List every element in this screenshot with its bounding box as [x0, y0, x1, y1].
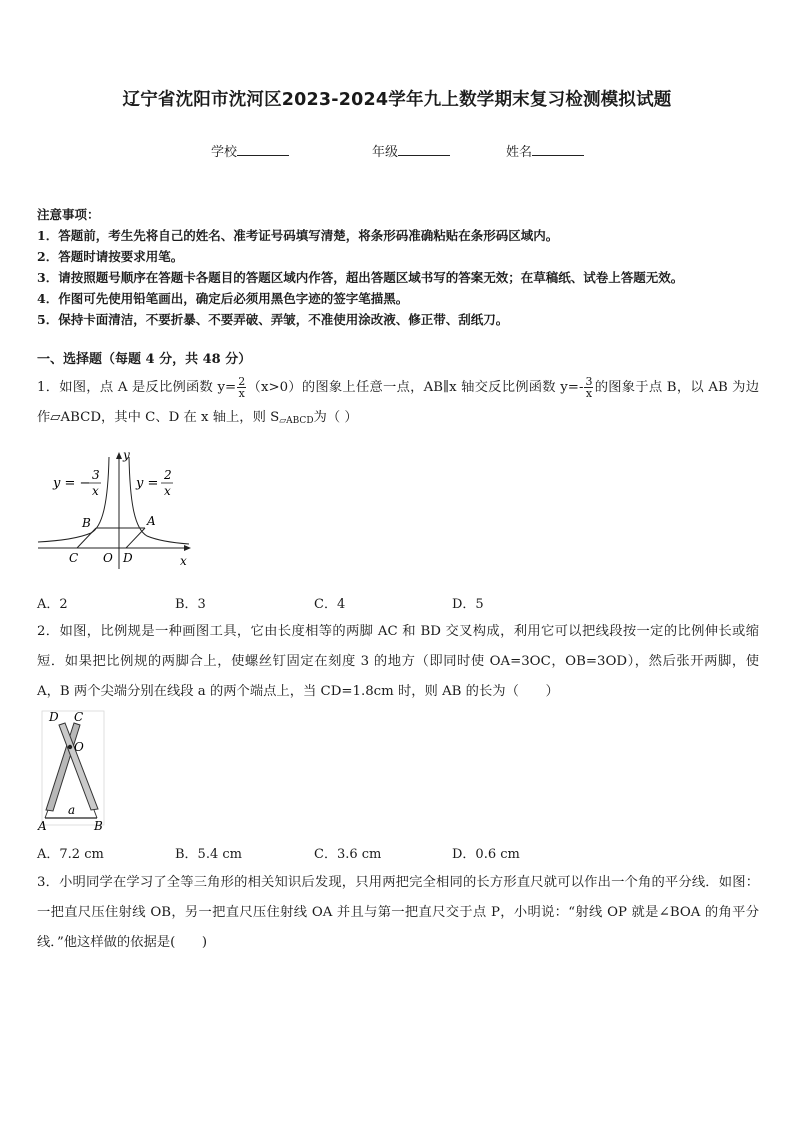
- section-heading-choice: 一、选择题（每题 4 分，共 48 分）: [37, 352, 252, 367]
- q1-segment-bc: [77, 528, 96, 548]
- q1-option-b[interactable]: B．3: [175, 597, 206, 612]
- q1-label-a: A: [147, 514, 156, 528]
- question-2-text: 2．如图，比例规是一种画图工具，它由长度相等的两脚 AC 和 BD 交叉构成，利用它可以把线段按一定的比例伸长或缩短．如果把比例规的两脚合上，使螺丝钉固定在刻度 3 的地方（即同时使 OA=3OC，OB=3OD），然后张开两脚，使 A，B 两个尖端分别在线段 a 的两个端点上，当 CD=1.8cm 时，则 AB 的长为（ ）: [37, 624, 759, 699]
- grade-blank: [398, 143, 450, 156]
- q1-segment-ad: [126, 528, 145, 548]
- q1-option-a[interactable]: A．2: [37, 597, 68, 612]
- q1-x-arrow: [184, 545, 191, 551]
- q1-label-x: x: [180, 554, 187, 568]
- q2-option-b[interactable]: B．5.4 cm: [175, 847, 242, 862]
- q1-part-3: 的图象于点 B，以 AB 为边作▱ABCD，其中 C、D 在 x 轴上，则 S: [37, 380, 760, 425]
- q1-f1-num: 2: [238, 375, 246, 388]
- q2-label-d: D: [49, 710, 59, 724]
- q2-label-a: A: [38, 819, 47, 833]
- q1-label-right-eq: y =: [136, 476, 159, 491]
- notes-block: [37, 204, 683, 330]
- q1-figure: [35, 445, 195, 573]
- q2-screw: [68, 745, 72, 749]
- notes-heading: 注意事项：: [37, 207, 100, 222]
- q1-label-b: B: [82, 516, 91, 530]
- q1-label-o: O: [103, 551, 113, 565]
- q1-part-4: 为（ ）: [313, 410, 358, 425]
- school-field: [211, 141, 289, 160]
- q2-label-a-segment: a: [68, 803, 76, 817]
- note-item-4: 4．作图可先使用铅笔画出，确定后必须用黑色字迹的签字笔描黑。: [37, 291, 409, 306]
- q1-fraction-1: [237, 376, 246, 399]
- question-1-text: [37, 373, 759, 436]
- q1-f2-num: 3: [585, 375, 593, 388]
- q1-f2-den: x: [585, 387, 593, 400]
- note-item-5: 5．保持卡面清洁，不要折暴、不要弄破、弄皱，不准使用涂改液、修正带、刮纸刀。: [37, 312, 509, 327]
- note-item-3: 3．请按照题号顺序在答题卡各题目的答题区域内作答，超出答题区域书写的答案无效；在草稿纸、试卷上答题无效。: [37, 270, 684, 285]
- q1-f1-den: x: [238, 387, 245, 400]
- q1-curve-right: [129, 457, 189, 544]
- q1-right-den: x: [164, 484, 171, 498]
- q2-label-c: C: [74, 710, 84, 724]
- note-item-1: 1．答题前，考生先将自己的姓名、准考证号码填写清楚，将条形码准确粘贴在条形码区域内。: [37, 228, 559, 243]
- name-field: [506, 141, 584, 160]
- grade-field: [372, 141, 450, 160]
- q1-right-num: 2: [164, 468, 172, 482]
- school-blank: [237, 143, 289, 156]
- q2-label-b: B: [94, 819, 103, 833]
- q1-option-c[interactable]: C．4: [314, 597, 346, 612]
- question-3-text: 3．小明同学在学习了全等三角形的相关知识后发现，只用两把完全相同的长方形直尺就可以作出一个角的平分线．如图：一把直尺压住射线 OB，另一把直尺压住射线 OA 并且与第一把直尺交于点 P，小明说：“射线 OP 就是∠BOA 的角平分线．”他这样做的依据是( ): [37, 875, 759, 950]
- q1-left-num: 3: [92, 468, 100, 482]
- name-blank: [532, 143, 584, 156]
- q1-y-arrow: [116, 452, 122, 459]
- q2-option-d[interactable]: D．0.6 cm: [452, 847, 520, 862]
- note-item-2: 2．答题时请按要求用笔。: [37, 249, 184, 264]
- q1-label-y: y: [123, 448, 130, 462]
- q2-option-c[interactable]: C．3.6 cm: [314, 847, 382, 862]
- grade-label: 年级: [372, 145, 399, 160]
- q1-label-left-eq: y = −: [53, 476, 91, 491]
- q2-option-a[interactable]: A．7.2 cm: [37, 847, 104, 862]
- q1-option-d[interactable]: D．5: [452, 597, 484, 612]
- q1-part-1: 1．如图，点 A 是反比例函数 y=: [37, 380, 237, 395]
- q1-subscript: ▱ABCD: [279, 416, 314, 426]
- q1-left-den: x: [92, 484, 99, 498]
- q1-label-d: D: [123, 551, 133, 565]
- name-label: 姓名: [506, 145, 533, 160]
- q1-part-2: （x>0）的图象上任意一点，AB∥x 轴交反比例函数 y=-: [247, 380, 584, 395]
- q2-figure: [36, 709, 108, 833]
- q1-fraction-2: [584, 376, 593, 399]
- q2-label-o: O: [74, 740, 84, 754]
- q1-label-c: C: [69, 551, 79, 565]
- school-label: 学校: [211, 145, 238, 160]
- exam-title: 辽宁省沈阳市沈河区2023-2024学年九上数学期末复习检测模拟试题: [122, 90, 672, 110]
